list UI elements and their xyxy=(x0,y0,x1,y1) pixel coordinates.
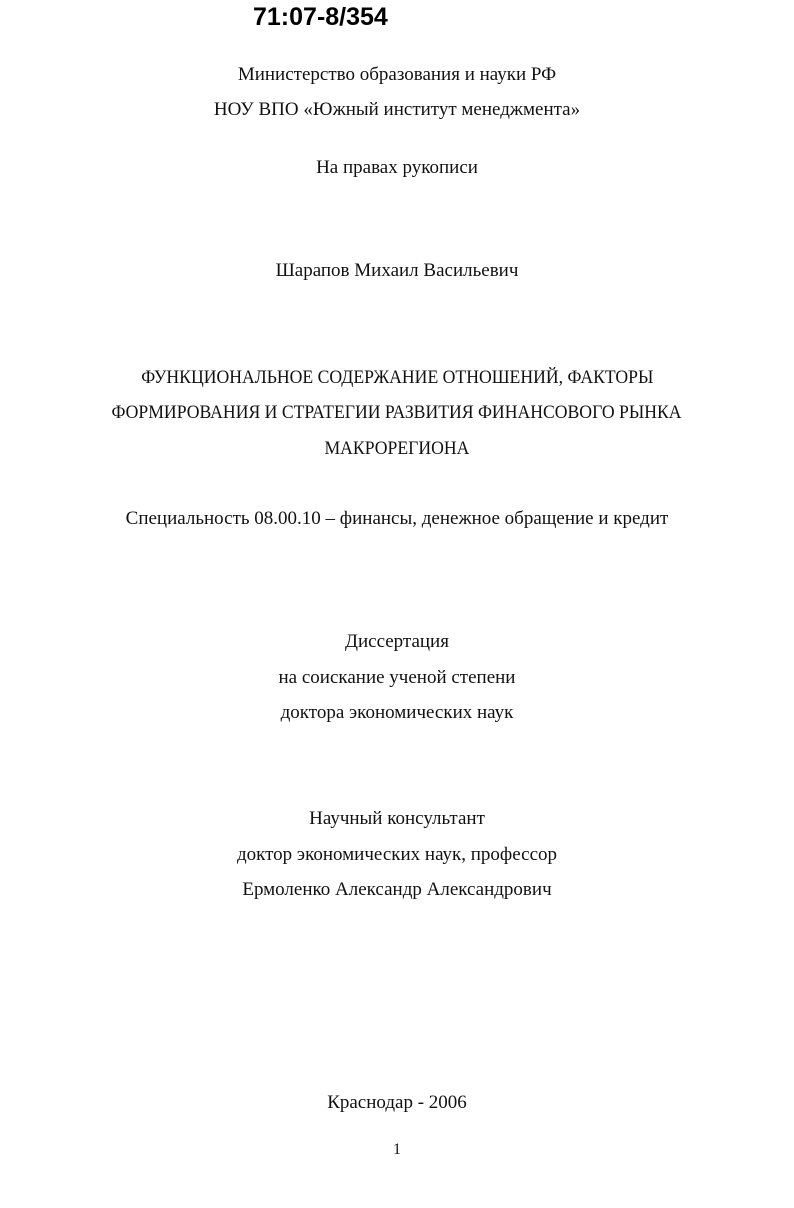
institute-text: НОУ ВПО «Южный институт менеджмента» xyxy=(213,99,581,120)
title-line-text: МАКРОРЕГИОНА xyxy=(324,438,470,459)
institute xyxy=(0,98,794,122)
degree-line xyxy=(0,666,794,690)
specialty-text: Специальность 08.00.10 – финансы, денежное обращение и кредит xyxy=(125,508,669,529)
title-line-text: ФУНКЦИОНАЛЬНОЕ СОДЕРЖАНИЕ ОТНОШЕНИЙ, ФАКТОРЫ xyxy=(140,367,654,388)
manuscript-note xyxy=(0,156,794,180)
page-number-text: 1 xyxy=(393,1141,401,1158)
ministry-text: Министерство образования и науки РФ xyxy=(237,64,557,85)
degree-line xyxy=(0,630,794,654)
city-year xyxy=(0,1091,794,1115)
consultant-line xyxy=(0,878,794,902)
manuscript-note-text: На правах рукописи xyxy=(316,157,478,178)
degree-line xyxy=(0,701,794,725)
consultant-line xyxy=(0,843,794,867)
consultant-line-text: Научный консультант xyxy=(309,808,485,829)
ministry xyxy=(0,63,794,87)
title-line xyxy=(0,401,794,425)
title-line xyxy=(0,437,794,461)
author-text: Шарапов Михаил Васильевич xyxy=(275,260,519,281)
consultant-line-text: доктор экономических наук, профессор xyxy=(236,844,558,865)
degree-line-text: на соискание ученой степени xyxy=(278,667,516,688)
specialty xyxy=(0,507,794,531)
archive-code: 71:07-8/354 xyxy=(253,3,388,31)
degree-line-text: Диссертация xyxy=(345,631,449,652)
title-line-text: ФОРМИРОВАНИЯ И СТРАТЕГИИ РАЗВИТИЯ ФИНАНСОВОГО РЫНКА xyxy=(111,402,683,423)
title-line xyxy=(0,366,794,390)
author xyxy=(0,259,794,283)
degree-line-text: доктора экономических наук xyxy=(280,702,514,723)
page-number xyxy=(0,1138,794,1162)
consultant-line-text: Ермоленко Александр Александрович xyxy=(242,879,552,900)
consultant-line xyxy=(0,807,794,831)
city-year-text: Краснодар - 2006 xyxy=(327,1092,467,1113)
